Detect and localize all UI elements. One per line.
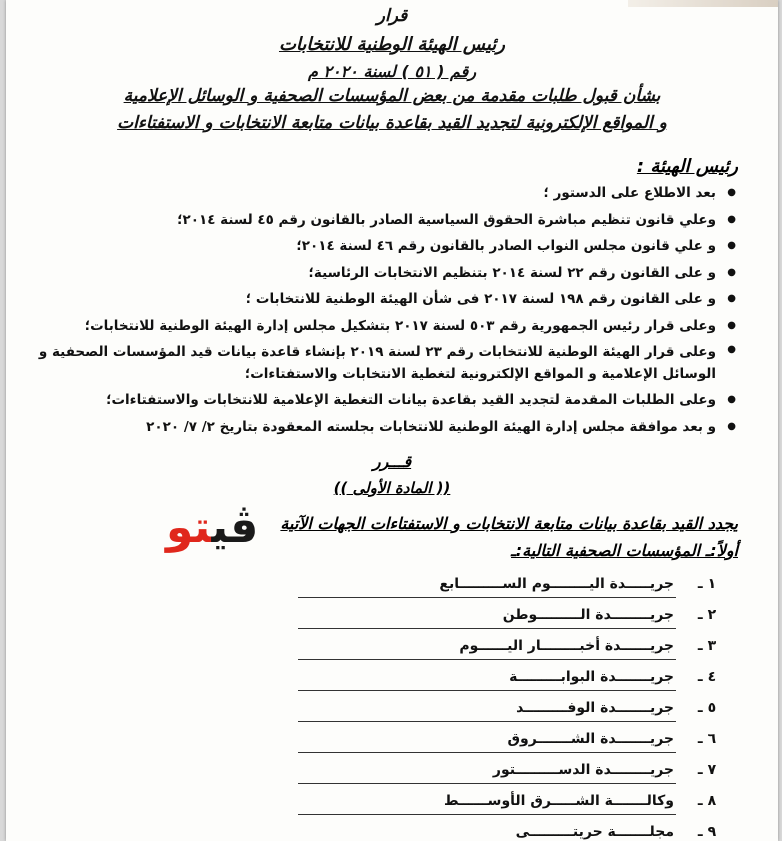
preamble-item: ● وعلي قانون تنظيم مباشرة الحقوق السياسية الصادر بالقانون رقم ٤٥ لسنة ٢٠١٤؛ xyxy=(20,207,736,234)
item-name: مجلـــــــة حريتـــــــــى xyxy=(298,824,676,841)
watermark-logo xyxy=(166,502,258,553)
preamble-item: ● وعلى قرار الهيئة الوطنية للانتخابات رقم ٢٣ لسنة ٢٠١٩ بإنشاء قاعدة بيانات قيد المؤسسات الصحفية و الوسائل الإعلامية و المواقع الإلكترونية لتغطية الانتخابات والاستفتاءات؛ xyxy=(20,339,736,387)
item-number: ٨ ـ xyxy=(697,793,717,809)
watermark-part-b: تو xyxy=(166,502,212,553)
item-name: وكالـــــــة الشـــــرق الأوســــــط xyxy=(298,793,676,815)
item-number: ٥ ـ xyxy=(697,700,717,716)
list-item xyxy=(298,567,738,598)
item-name: جريـــــدة اليــــــــوم الســـــــــابع xyxy=(298,576,676,598)
item-number: ٣ ـ xyxy=(697,638,717,654)
list-item xyxy=(298,629,738,660)
outlet-list xyxy=(298,567,738,841)
decision-number: رقم ( ٥١ ) لسنة ٢٠٢٠ م xyxy=(307,62,477,81)
item-name: جريــــــدة أخبــــــــار اليــــــوم xyxy=(298,638,676,660)
list-item xyxy=(298,598,738,629)
article-one-heading: (( المادة الأولى )) xyxy=(333,479,451,497)
chairman-label: رئيس الهيئة : xyxy=(636,156,738,177)
preamble-item: ● و علي قانون مجلس النواب الصادر بالقانون رقم ٤٦ لسنة ٢٠١٤؛ xyxy=(20,233,736,260)
item-name: جريـــــــدة الوفـــــــــد xyxy=(298,700,676,722)
subject-line-2: و المواقع الإلكترونية لتجديد القيد بقاعدة بيانات متابعة الانتخابات و الاستفتاءات xyxy=(117,113,667,133)
section-title: أولاً:ـ المؤسسات الصحفية التالية:ـ xyxy=(511,541,738,560)
preamble-list xyxy=(20,180,736,440)
preamble-item: ● و على القانون رقم ١٩٨ لسنة ٢٠١٧ فى شأن الهيئة الوطنية للانتخابات ؛ xyxy=(20,286,736,313)
item-number: ٩ ـ xyxy=(697,824,717,840)
decided-heading: قـــرر xyxy=(372,452,412,471)
issuer-title: رئيس الهيئة الوطنية للانتخابات xyxy=(278,34,505,55)
item-number: ٤ ـ xyxy=(697,669,717,685)
item-number: ٦ ـ xyxy=(697,731,717,747)
list-item xyxy=(298,784,738,815)
item-name: جريـــــــدة الشـــــــروق xyxy=(298,731,676,753)
preamble-item: ● وعلى قرار رئيس الجمهورية رقم ٥٠٣ لسنة ٢٠١٧ بتشكيل مجلس إدارة الهيئة الوطنية للانتخابات؛ xyxy=(20,313,736,340)
watermark-part-a: ڤي xyxy=(211,502,259,553)
list-item xyxy=(298,815,738,841)
renewal-statement: يجدد القيد بقاعدة بيانات متابعة الانتخابات و الاستفتاءات الجهات الآتية xyxy=(280,514,738,533)
item-name: جريـــــــدة البوابـــــــــة xyxy=(298,669,676,691)
subject-line-1: بشأن قبول طلبات مقدمة من بعض المؤسسات الصحفية و الوسائل الإعلامية xyxy=(123,86,661,106)
item-number: ٢ ـ xyxy=(697,607,717,623)
item-name: جريــــــــدة الدســـــــــتور xyxy=(298,762,676,784)
preamble-item: ● وعلى الطلبات المقدمة لتجديد القيد بقاعدة بيانات التغطية الإعلامية للانتخابات والاستفتاءات؛ xyxy=(20,387,736,414)
document-page xyxy=(6,0,778,841)
list-item xyxy=(298,660,738,691)
preamble-item: ● و على القانون رقم ٢٢ لسنة ٢٠١٤ بتنظيم الانتخابات الرئاسية؛ xyxy=(20,260,736,287)
decision-heading: قرار xyxy=(376,6,408,26)
preamble-item: ● بعد الاطلاع على الدستور ؛ xyxy=(20,180,736,207)
list-item xyxy=(298,753,738,784)
item-name: جريــــــــدة الـــــــــوطن xyxy=(298,607,676,629)
list-item xyxy=(298,722,738,753)
item-number: ١ ـ xyxy=(697,576,717,592)
list-item xyxy=(298,691,738,722)
preamble-item: ● و بعد موافقة مجلس إدارة الهيئة الوطنية للانتخابات بجلسته المعقودة بتاريخ ٢/ ٧/ ٢٠٢٠ xyxy=(20,414,736,441)
item-number: ٧ ـ xyxy=(697,762,717,778)
